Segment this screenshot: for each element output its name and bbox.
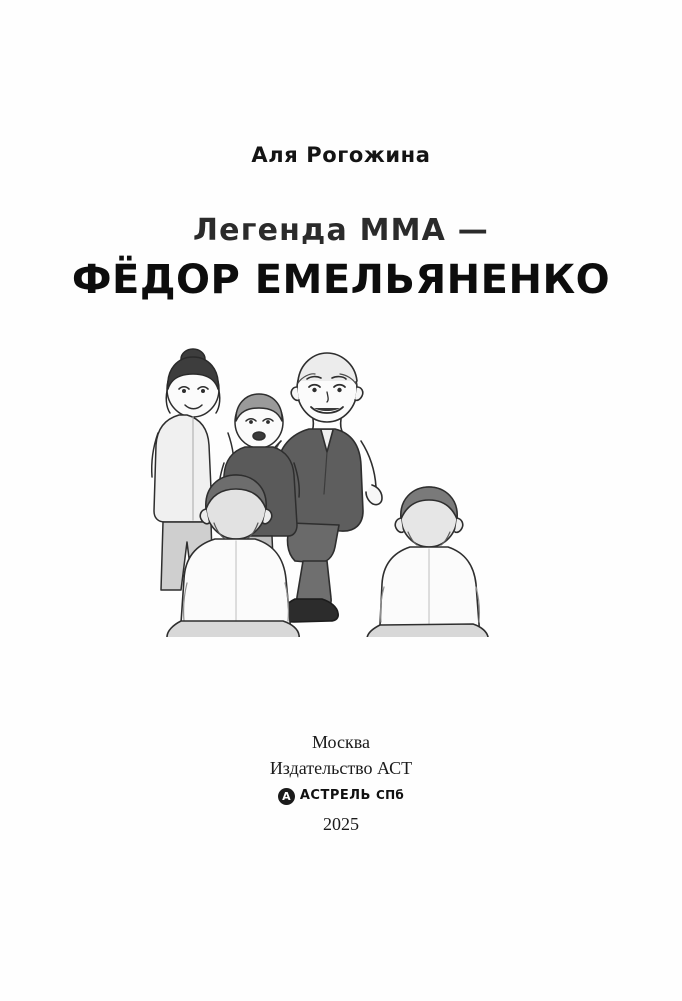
astrel-logo-icon: А xyxy=(278,788,295,805)
publisher-logo-word: АСТРЕЛЬ xyxy=(299,787,371,803)
publication-year: 2025 xyxy=(322,813,359,834)
page-title xyxy=(72,215,610,301)
imprint-city: Москва xyxy=(311,731,370,752)
imprint-publisher: Издательство АСТ xyxy=(269,757,413,778)
child-back-right-figure xyxy=(367,487,488,637)
title-line-1: Легенда ММА — xyxy=(193,213,489,248)
fedor-with-children-illustration xyxy=(131,337,551,637)
title-line-2: ФЁДОР ЕМЕЛЬЯНЕНКО xyxy=(71,256,611,303)
publisher-logo-city: СПб xyxy=(375,788,405,803)
imprint-block xyxy=(270,729,412,837)
author-name: Аля Рогожина xyxy=(251,143,431,167)
publisher-logo xyxy=(270,787,412,806)
